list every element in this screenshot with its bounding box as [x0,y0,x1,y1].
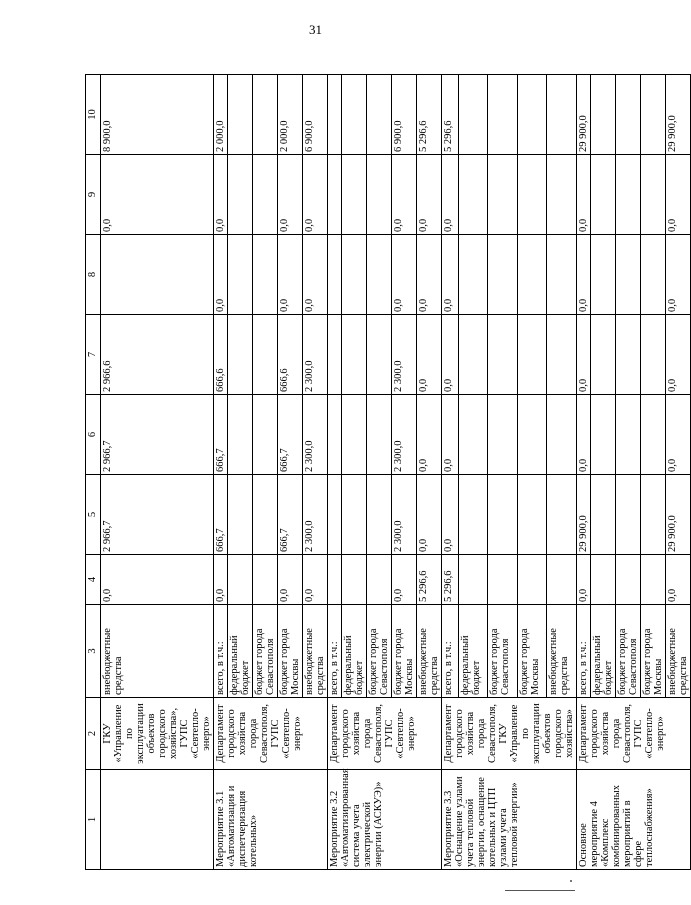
value-cell [342,555,367,605]
value-cell: 0,0 [417,475,442,555]
value-cell: 666,6 [278,315,303,395]
value-cell: 6 900,0 [303,75,328,155]
value-cell: 0,0 [417,155,442,235]
value-cell [547,315,577,395]
source-cell: бюджет города Москвы [278,605,303,698]
value-cell [517,475,547,555]
value-cell: 2 966,7 [101,395,214,475]
value-cell [342,395,367,475]
value-cell [228,555,253,605]
value-cell [641,475,666,555]
value-cell [616,315,641,395]
value-cell: 2 966,6 [101,315,214,395]
value-cell [328,75,342,155]
value-cell: 29 900,0 [666,475,691,555]
value-cell [367,555,392,605]
value-cell: 5 296,6 [442,555,459,605]
value-cell: 2 000,0 [214,75,228,155]
header-cell: 5 [86,475,101,555]
value-cell: 0,0 [392,555,417,605]
value-cell [328,235,342,315]
value-cell [342,315,367,395]
source-cell: внебюджетные средства [101,605,214,698]
value-cell: 0,0 [442,315,459,395]
value-cell: 0,0 [666,555,691,605]
value-cell [547,235,577,315]
value-cell: 2 300,0 [392,475,417,555]
source-cell: федеральный бюджет [228,605,253,698]
value-cell: 0,0 [666,395,691,475]
value-cell: 2 000,0 [278,75,303,155]
value-cell [616,235,641,315]
value-cell: 0,0 [101,155,214,235]
source-cell: федеральный бюджет [342,605,367,698]
value-cell [641,315,666,395]
value-cell [458,555,488,605]
value-cell [517,555,547,605]
value-cell [342,235,367,315]
value-cell [488,475,518,555]
value-cell: 0,0 [666,235,691,315]
executor-cell: Департамент городского хозяйства города Севастополя, ГУПС «Севтепло-энерго» [214,698,328,770]
value-cell: 0,0 [392,235,417,315]
value-cell [517,315,547,395]
table-row [101,75,214,870]
value-cell: 666,6 [214,315,228,395]
value-cell [458,235,488,315]
value-cell [228,475,253,555]
value-cell [253,555,278,605]
header-cell: 9 [86,155,101,235]
event-cell: Мероприятие 3.3 «Оснащение узлами учета тепловой энергии, оснащение котельных и ЦТП узлами учета тепловой энергии» [442,770,577,870]
value-cell [228,235,253,315]
source-cell: всего, в т.ч.: [442,605,459,698]
value-cell: 0,0 [214,155,228,235]
page-number: 31 [309,22,322,37]
value-cell [458,315,488,395]
source-cell: бюджет города Севастополя [253,605,278,698]
value-cell: 2 300,0 [303,395,328,475]
source-cell: внебюджетные средства [417,605,442,698]
value-cell [367,75,392,155]
value-cell [517,155,547,235]
value-cell [641,235,666,315]
value-cell [228,155,253,235]
value-cell: 2 300,0 [303,475,328,555]
value-cell [488,395,518,475]
value-cell: 5 296,6 [417,75,442,155]
value-cell [616,395,641,475]
value-cell: 0,0 [417,395,442,475]
value-cell [517,395,547,475]
value-cell [253,395,278,475]
value-cell: 0,0 [214,235,228,315]
executor-cell: Департамент городского хозяйства города Севастополя, ГУПС «Севтепло-энерго» [328,698,442,770]
value-cell [547,395,577,475]
table-row [442,75,459,870]
value-cell [367,155,392,235]
value-cell [367,395,392,475]
value-cell: 0,0 [214,555,228,605]
value-cell: 0,0 [278,555,303,605]
value-cell: 0,0 [278,155,303,235]
value-cell [641,155,666,235]
value-cell [253,75,278,155]
value-cell [488,555,518,605]
value-cell: 0,0 [577,155,591,235]
event-cell: Основное мероприятие 4 «Комплекс комбинированных мероприятий в сфере теплоснабжения» [577,770,691,870]
value-cell: 6 900,0 [392,75,417,155]
value-cell: 0,0 [577,315,591,395]
value-cell: 0,0 [442,235,459,315]
value-cell: 2 300,0 [303,315,328,395]
value-cell [591,475,616,555]
table-row [214,75,228,870]
value-cell [328,555,342,605]
value-cell [328,475,342,555]
source-cell: внебюджетные средства [547,605,577,698]
source-cell: бюджет города Севастополя [488,605,518,698]
value-cell [488,75,518,155]
value-cell [458,475,488,555]
value-cell [253,475,278,555]
value-cell [591,395,616,475]
value-cell [641,555,666,605]
value-cell [228,315,253,395]
value-cell: 0,0 [442,475,459,555]
value-cell [228,395,253,475]
value-cell [328,155,342,235]
source-cell: всего, в т.ч.: [214,605,228,698]
value-cell [342,75,367,155]
value-cell [616,75,641,155]
value-cell: 0,0 [392,155,417,235]
header-cell: 8 [86,235,101,315]
value-cell: 5 296,6 [442,75,459,155]
value-cell: 0,0 [442,395,459,475]
value-cell [101,235,214,315]
value-cell [342,475,367,555]
value-cell [488,155,518,235]
value-cell [641,75,666,155]
value-cell: 0,0 [666,315,691,395]
source-cell: бюджет города Москвы [641,605,666,698]
event-cell: Мероприятие 3.1 «Автоматизация и диспетчеризация котельных» [214,770,328,870]
source-cell: федеральный бюджет [591,605,616,698]
value-cell: 666,7 [278,475,303,555]
executor-cell: Департамент городского хозяйства города Севастополя, ГКУ «Управление по эксплуатации объектов городского хозяйства» [442,698,577,770]
value-cell [591,75,616,155]
value-cell [328,395,342,475]
budget-table [85,74,691,870]
value-cell: 0,0 [303,155,328,235]
value-cell [616,475,641,555]
value-cell [616,555,641,605]
value-cell [253,235,278,315]
value-cell [228,75,253,155]
value-cell: 2 300,0 [392,395,417,475]
source-cell: бюджет города Москвы [517,605,547,698]
value-cell [253,155,278,235]
value-cell [641,395,666,475]
value-cell [547,475,577,555]
event-cell [101,770,214,870]
value-cell [367,475,392,555]
header-cell: 2 [86,698,101,770]
value-cell: 0,0 [577,555,591,605]
source-cell: бюджет города Севастополя [367,605,392,698]
value-cell: 0,0 [101,555,214,605]
value-cell: 0,0 [666,155,691,235]
value-cell: 2 966,7 [101,475,214,555]
table-row [328,75,342,870]
source-cell: бюджет города Севастополя [616,605,641,698]
value-cell: 0,0 [278,235,303,315]
value-cell [517,235,547,315]
value-cell: 0,0 [303,235,328,315]
value-cell: 5 296,6 [417,555,442,605]
value-cell [367,235,392,315]
source-cell: внебюджетные средства [303,605,328,698]
footer-rule [505,890,575,891]
value-cell: 0,0 [417,235,442,315]
value-cell: 0,0 [442,155,459,235]
scan-dot [570,880,572,882]
value-cell [458,155,488,235]
value-cell: 0,0 [417,315,442,395]
value-cell [591,555,616,605]
value-cell [616,155,641,235]
value-cell: 29 900,0 [577,475,591,555]
value-cell [458,395,488,475]
header-cell: 4 [86,555,101,605]
value-cell: 0,0 [577,235,591,315]
executor-cell: ГКУ «Управление по эксплуатации объектов городского хозяйства», ГУПС «Севтепло-энерго» [101,698,214,770]
value-cell [488,235,518,315]
value-cell [547,75,577,155]
value-cell: 666,7 [278,395,303,475]
value-cell: 0,0 [577,395,591,475]
table-row [577,75,591,870]
rotated-table-wrapper [85,75,689,870]
header-cell: 3 [86,605,101,698]
value-cell: 0,0 [303,555,328,605]
header-cell: 1 [86,770,101,870]
value-cell [458,75,488,155]
header-cell: 6 [86,395,101,475]
value-cell [591,235,616,315]
value-cell [253,315,278,395]
header-row [86,75,101,870]
value-cell: 666,7 [214,395,228,475]
value-cell [367,315,392,395]
source-cell: федеральный бюджет [458,605,488,698]
header-cell: 7 [86,315,101,395]
value-cell [547,555,577,605]
value-cell [517,75,547,155]
value-cell [342,155,367,235]
value-cell [591,155,616,235]
value-cell: 29 900,0 [577,75,591,155]
value-cell [547,155,577,235]
source-cell: бюджет города Москвы [392,605,417,698]
header-cell: 10 [86,75,101,155]
executor-cell: Департамент городского хозяйства города Севастополя, ГУПС «Севтепло-энерго» [577,698,691,770]
value-cell [591,315,616,395]
event-cell: Мероприятие 3.2 «Автоматизированная система учета электрической энергии (АСКУЭ)» [328,770,442,870]
source-cell: внебюджетные средства [666,605,691,698]
source-cell: всего, в т.ч.: [328,605,342,698]
value-cell: 8 900,0 [101,75,214,155]
value-cell: 2 300,0 [392,315,417,395]
source-cell: всего, в т.ч.: [577,605,591,698]
value-cell [488,315,518,395]
value-cell: 666,7 [214,475,228,555]
value-cell: 29 900,0 [666,75,691,155]
value-cell [328,315,342,395]
